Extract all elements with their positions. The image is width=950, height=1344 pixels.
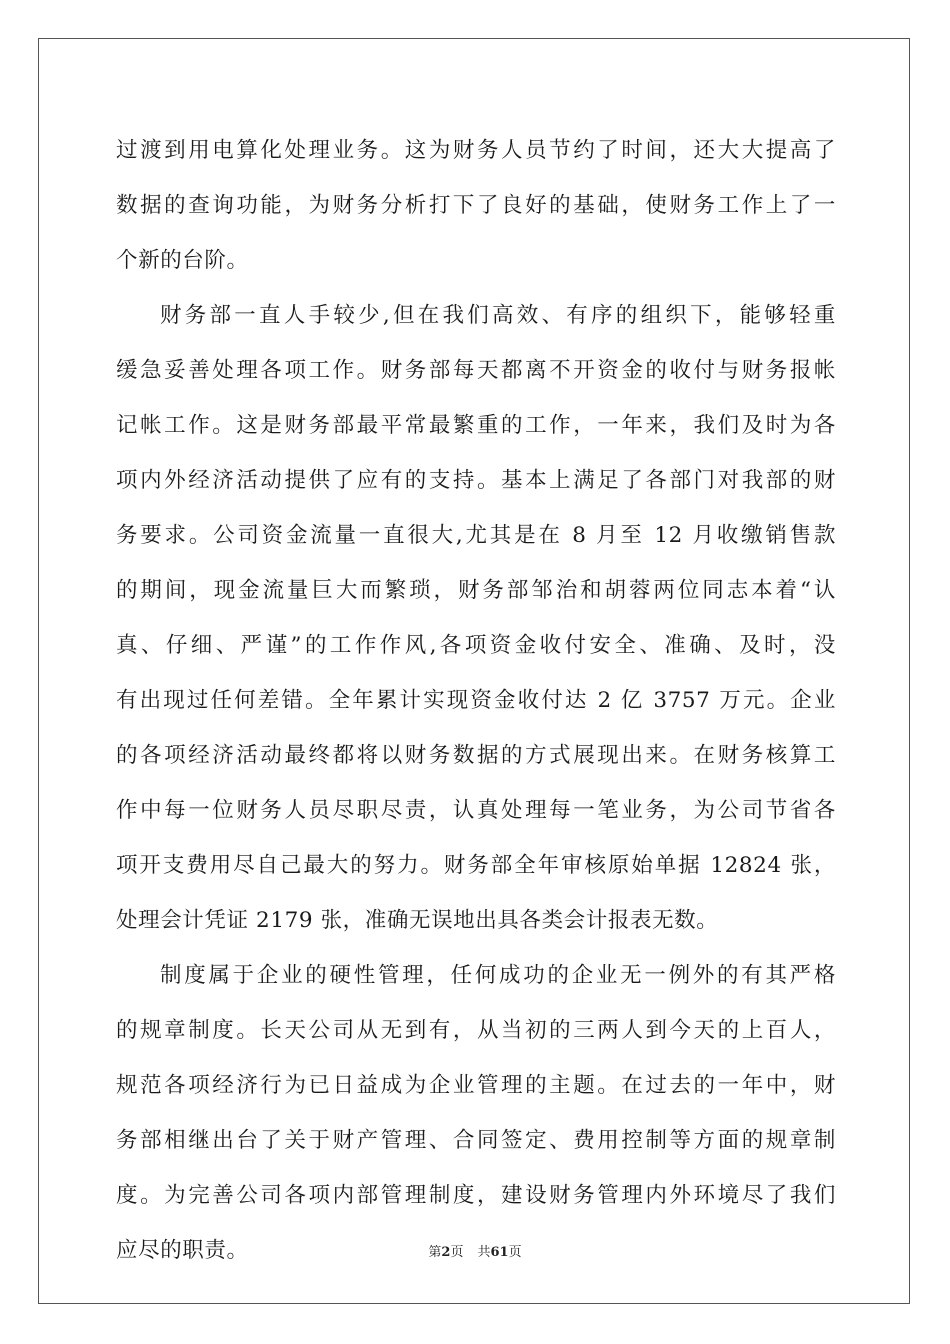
text-line: 应尽的职责。: [116, 1238, 249, 1263]
text-line: 的期间，现金流量巨大而繁琐，财务部邹治和胡蓉两位同志本着“认: [116, 578, 836, 603]
text-line: 规范各项经济行为已日益成为企业管理的主题。在过去的一年中，财: [116, 1073, 836, 1098]
text-line: 的规章制度。长天公司从无到有，从当初的三两人到今天的上百人，: [116, 1018, 836, 1043]
footer-total-suffix: 页: [508, 1245, 522, 1260]
text-line: 制度属于企业的硬性管理，任何成功的企业无一例外的有其严格: [160, 963, 836, 988]
body-text: [116, 123, 836, 1278]
text-line: 有出现过任何差错。全年累计实现资金收付达 2 亿 3757 万元。企业: [116, 688, 836, 713]
page-footer: [0, 1241, 950, 1260]
current-page-number: 2: [441, 1245, 451, 1260]
text-line: 个新的台阶。: [116, 248, 249, 273]
text-line: 作中每一位财务人员尽职尽责，认真处理每一笔业务，为公司节省各: [116, 798, 836, 823]
text-line: 缓急妥善处理各项工作。财务部每天都离不开资金的收付与财务报帐: [116, 358, 836, 383]
text-line: 的各项经济活动最终都将以财务数据的方式展现出来。在财务核算工: [116, 743, 836, 768]
footer-total-prefix: 共: [477, 1245, 491, 1260]
text-line: 过渡到用电算化处理业务。这为财务人员节约了时间，还大大提高了: [116, 138, 836, 163]
total-pages-number: 61: [490, 1245, 509, 1260]
text-line: 处理会计凭证 2179 张，准确无误地出具各类会计报表无数。: [116, 908, 719, 933]
text-line: 项开支费用尽自己最大的努力。财务部全年审核原始单据 12824 张，: [116, 853, 836, 878]
text-line: 财务部一直人手较少,但在我们高效、有序的组织下，能够轻重: [160, 303, 836, 328]
text-line: 数据的查询功能，为财务分析打下了良好的基础，使财务工作上了一: [116, 193, 836, 218]
text-line: 务部相继出台了关于财产管理、合同签定、费用控制等方面的规章制: [116, 1128, 836, 1153]
text-line: 真、仔细、严谨”的工作作风,各项资金收付安全、准确、及时，没: [116, 633, 836, 658]
text-line: 务要求。公司资金流量一直很大,尤其是在 8 月至 12 月收缴销售款: [116, 523, 836, 548]
text-line: 度。为完善公司各项内部管理制度，建设财务管理内外环境尽了我们: [116, 1183, 836, 1208]
text-line: 记帐工作。这是财务部最平常最繁重的工作，一年来，我们及时为各: [116, 413, 836, 438]
footer-page-suffix: 页: [450, 1245, 464, 1260]
text-line: 项内外经济活动提供了应有的支持。基本上满足了各部门对我部的财: [116, 468, 836, 493]
footer-prefix: 第: [428, 1245, 442, 1260]
